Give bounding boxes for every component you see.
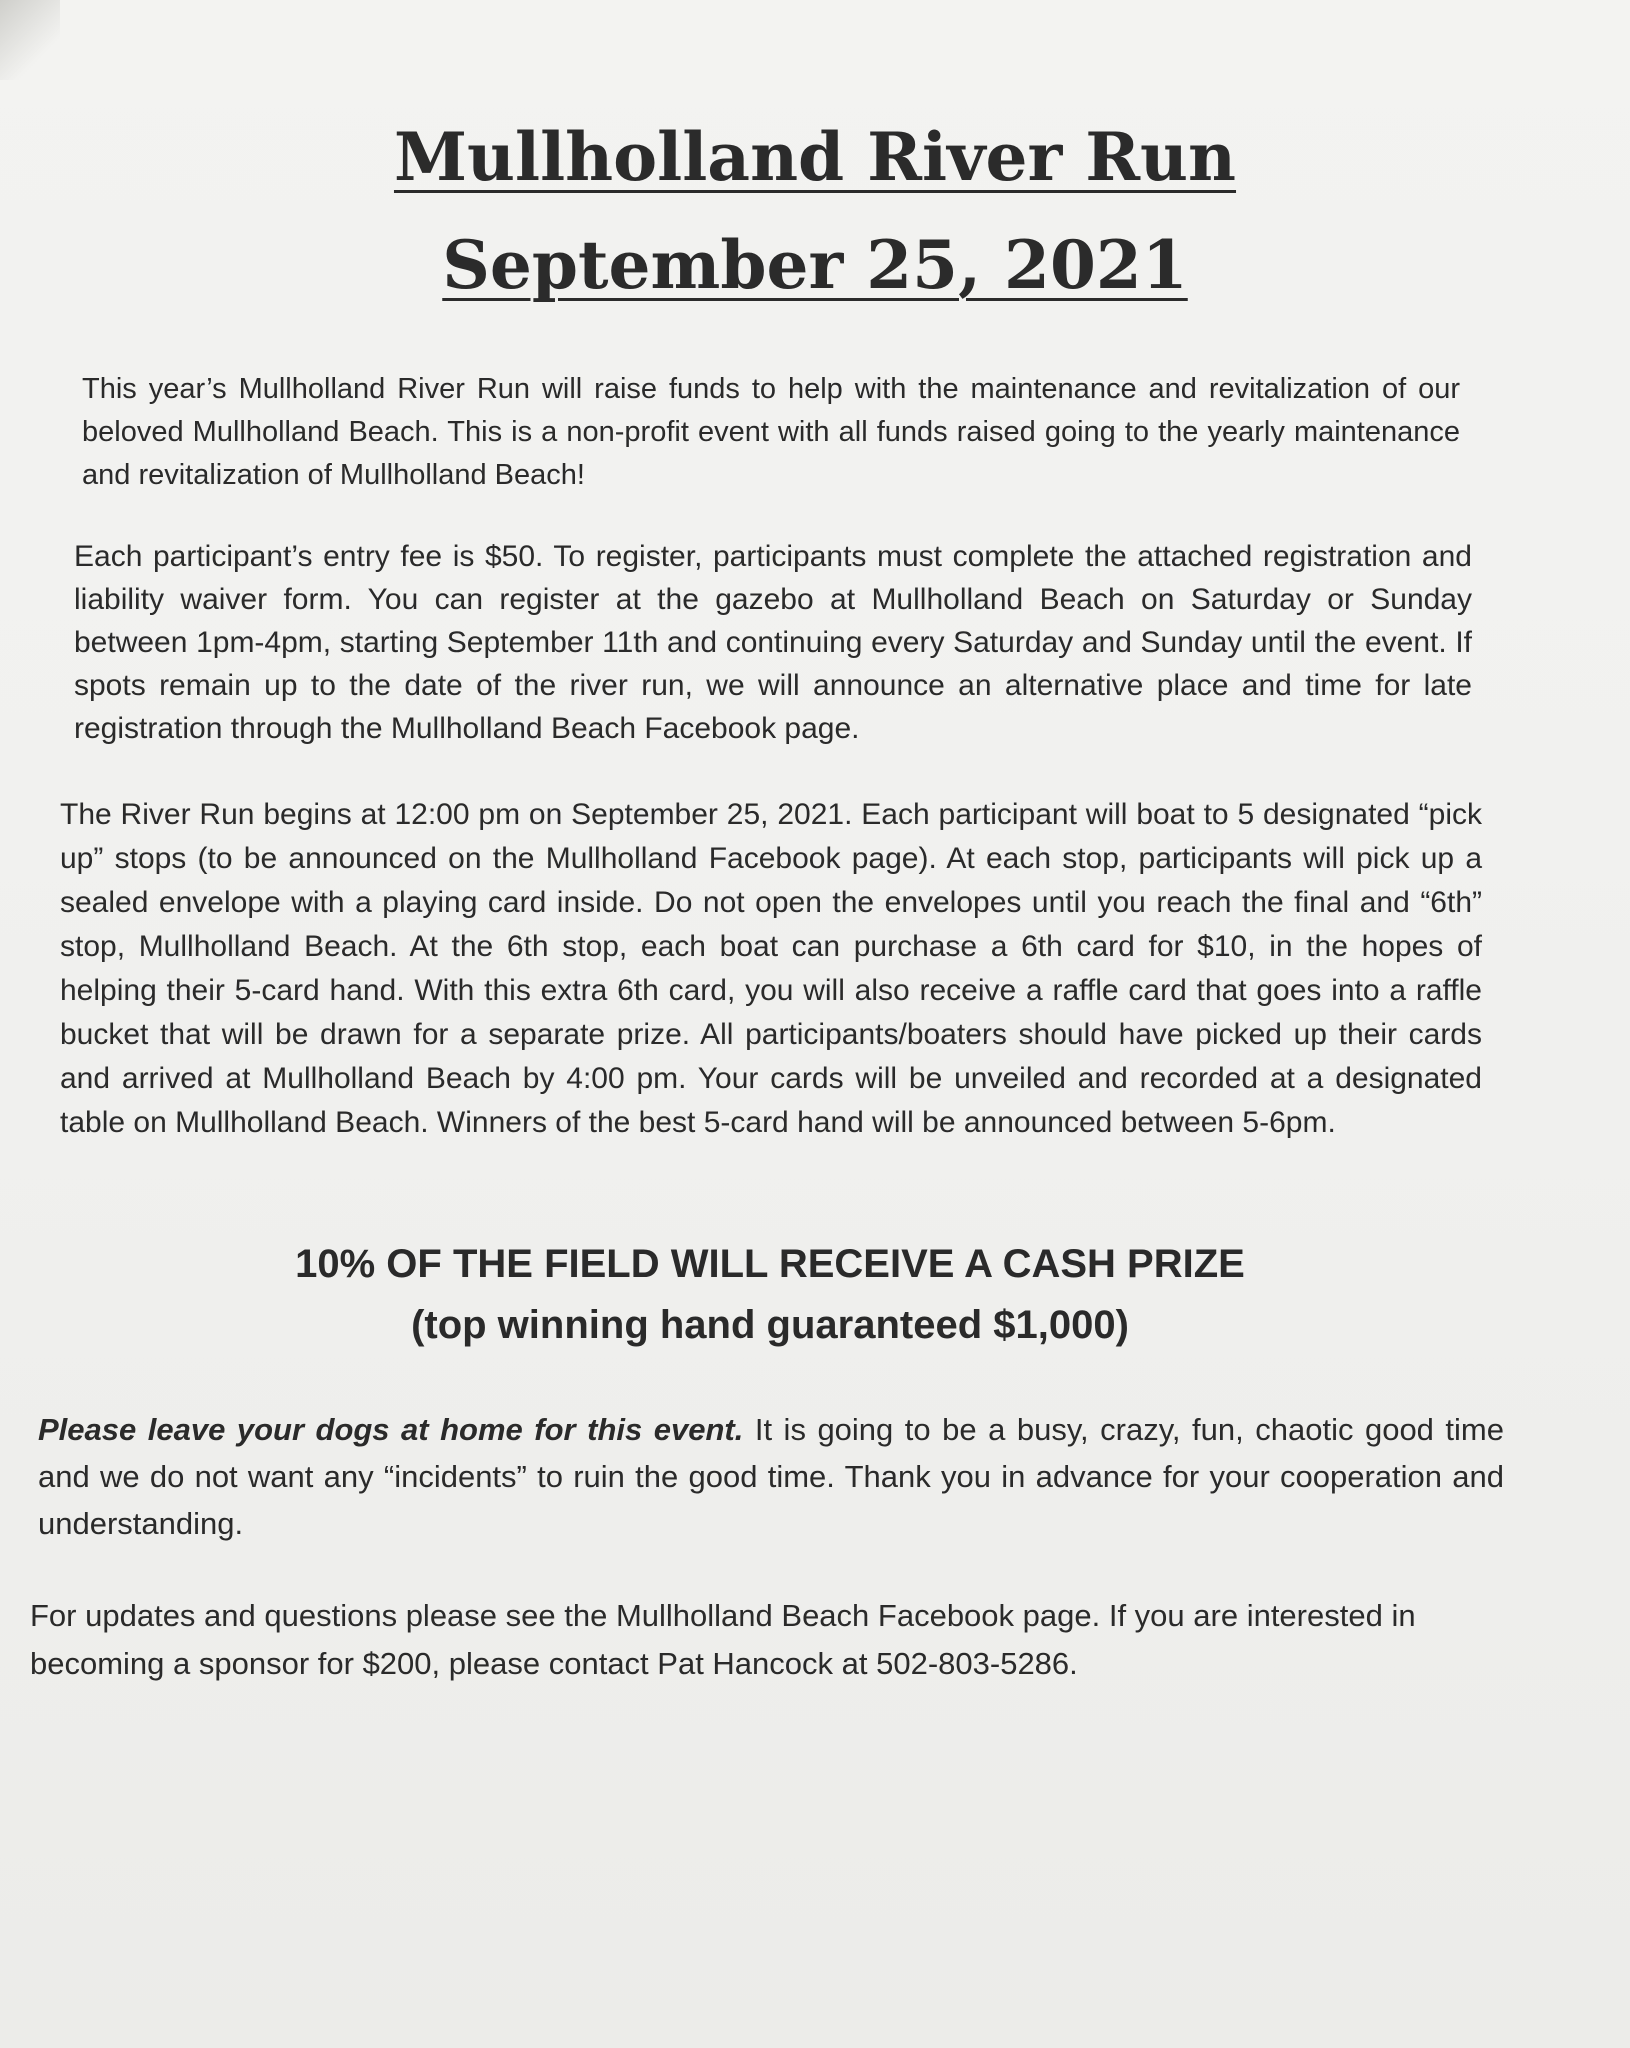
contact-paragraph: For updates and questions please see the Mullholland Beach Facebook page. If you are interested in becoming a sponsor for $200, please contact Pat Hancock at 502-803-5286. xyxy=(30,1598,1416,1681)
prize-heading: 10% OF THE FIELD WILL RECEIVE A CASH PRIZE xyxy=(295,1242,1245,1286)
flyer-date xyxy=(0,226,1630,304)
dogs-paragraph xyxy=(38,1406,1504,1547)
dogs-text: It is going to be a busy, crazy, fun, chaotic good time and we do not want any “incidents” to ruin the good time. Thank you in advance for your cooperation and understanding. xyxy=(38,1412,1504,1541)
registration-paragraph: Each participant’s entry fee is $50. To register, participants must complete the attached registration and liability waiver form. You can register at the gazebo at Mullholland Beach on Saturday or Sunday between 1pm-4pm, starting September 11th and continuing every Saturday and Sunday until the event. If spots remain up to the date of the river run, we will announce an alternative place and time for late registration through the Mullholland Beach Facebook page. xyxy=(74,540,1472,745)
title-line-2: September 25, 2021 xyxy=(442,226,1188,304)
intro-paragraph: This year’s Mullholland River Run will raise funds to help with the maintenance and revitalization of our beloved Mullholland Beach. This is a non-profit event with all funds raised going to the yearly maintenance and revitalization of Mullholland Beach! xyxy=(82,373,1460,491)
dogs-emphasis: Please leave your dogs at home for this event. xyxy=(38,1412,744,1447)
title-line-1: Mullholland River Run xyxy=(393,118,1237,196)
flyer-title xyxy=(0,118,1630,196)
rules-paragraph: The River Run begins at 12:00 pm on September 25, 2021. Each participant will boat to 5 designated “pick up” stops (to be announced on the Mullholland Facebook page). At each stop, participants will pick up a sealed envelope with a playing card inside. Do not open the envelopes until you reach the final and “6th” stop, Mullholland Beach. At the 6th stop, each boat can purchase a 6th card for $10, in the hopes of helping their 5-card hand. With this extra 6th card, you will also receive a raffle card that goes into a raffle bucket that will be drawn for a separate prize. All participants/boaters should have picked up their cards and arrived at Mullholland Beach by 4:00 pm. Your cards will be unveiled and recorded at a designated table on Mullholland Beach. Winners of the best 5-card hand will be announced between 5-6pm. xyxy=(60,798,1482,1139)
prize-subheading: (top winning hand guaranteed $1,000) xyxy=(411,1303,1129,1347)
